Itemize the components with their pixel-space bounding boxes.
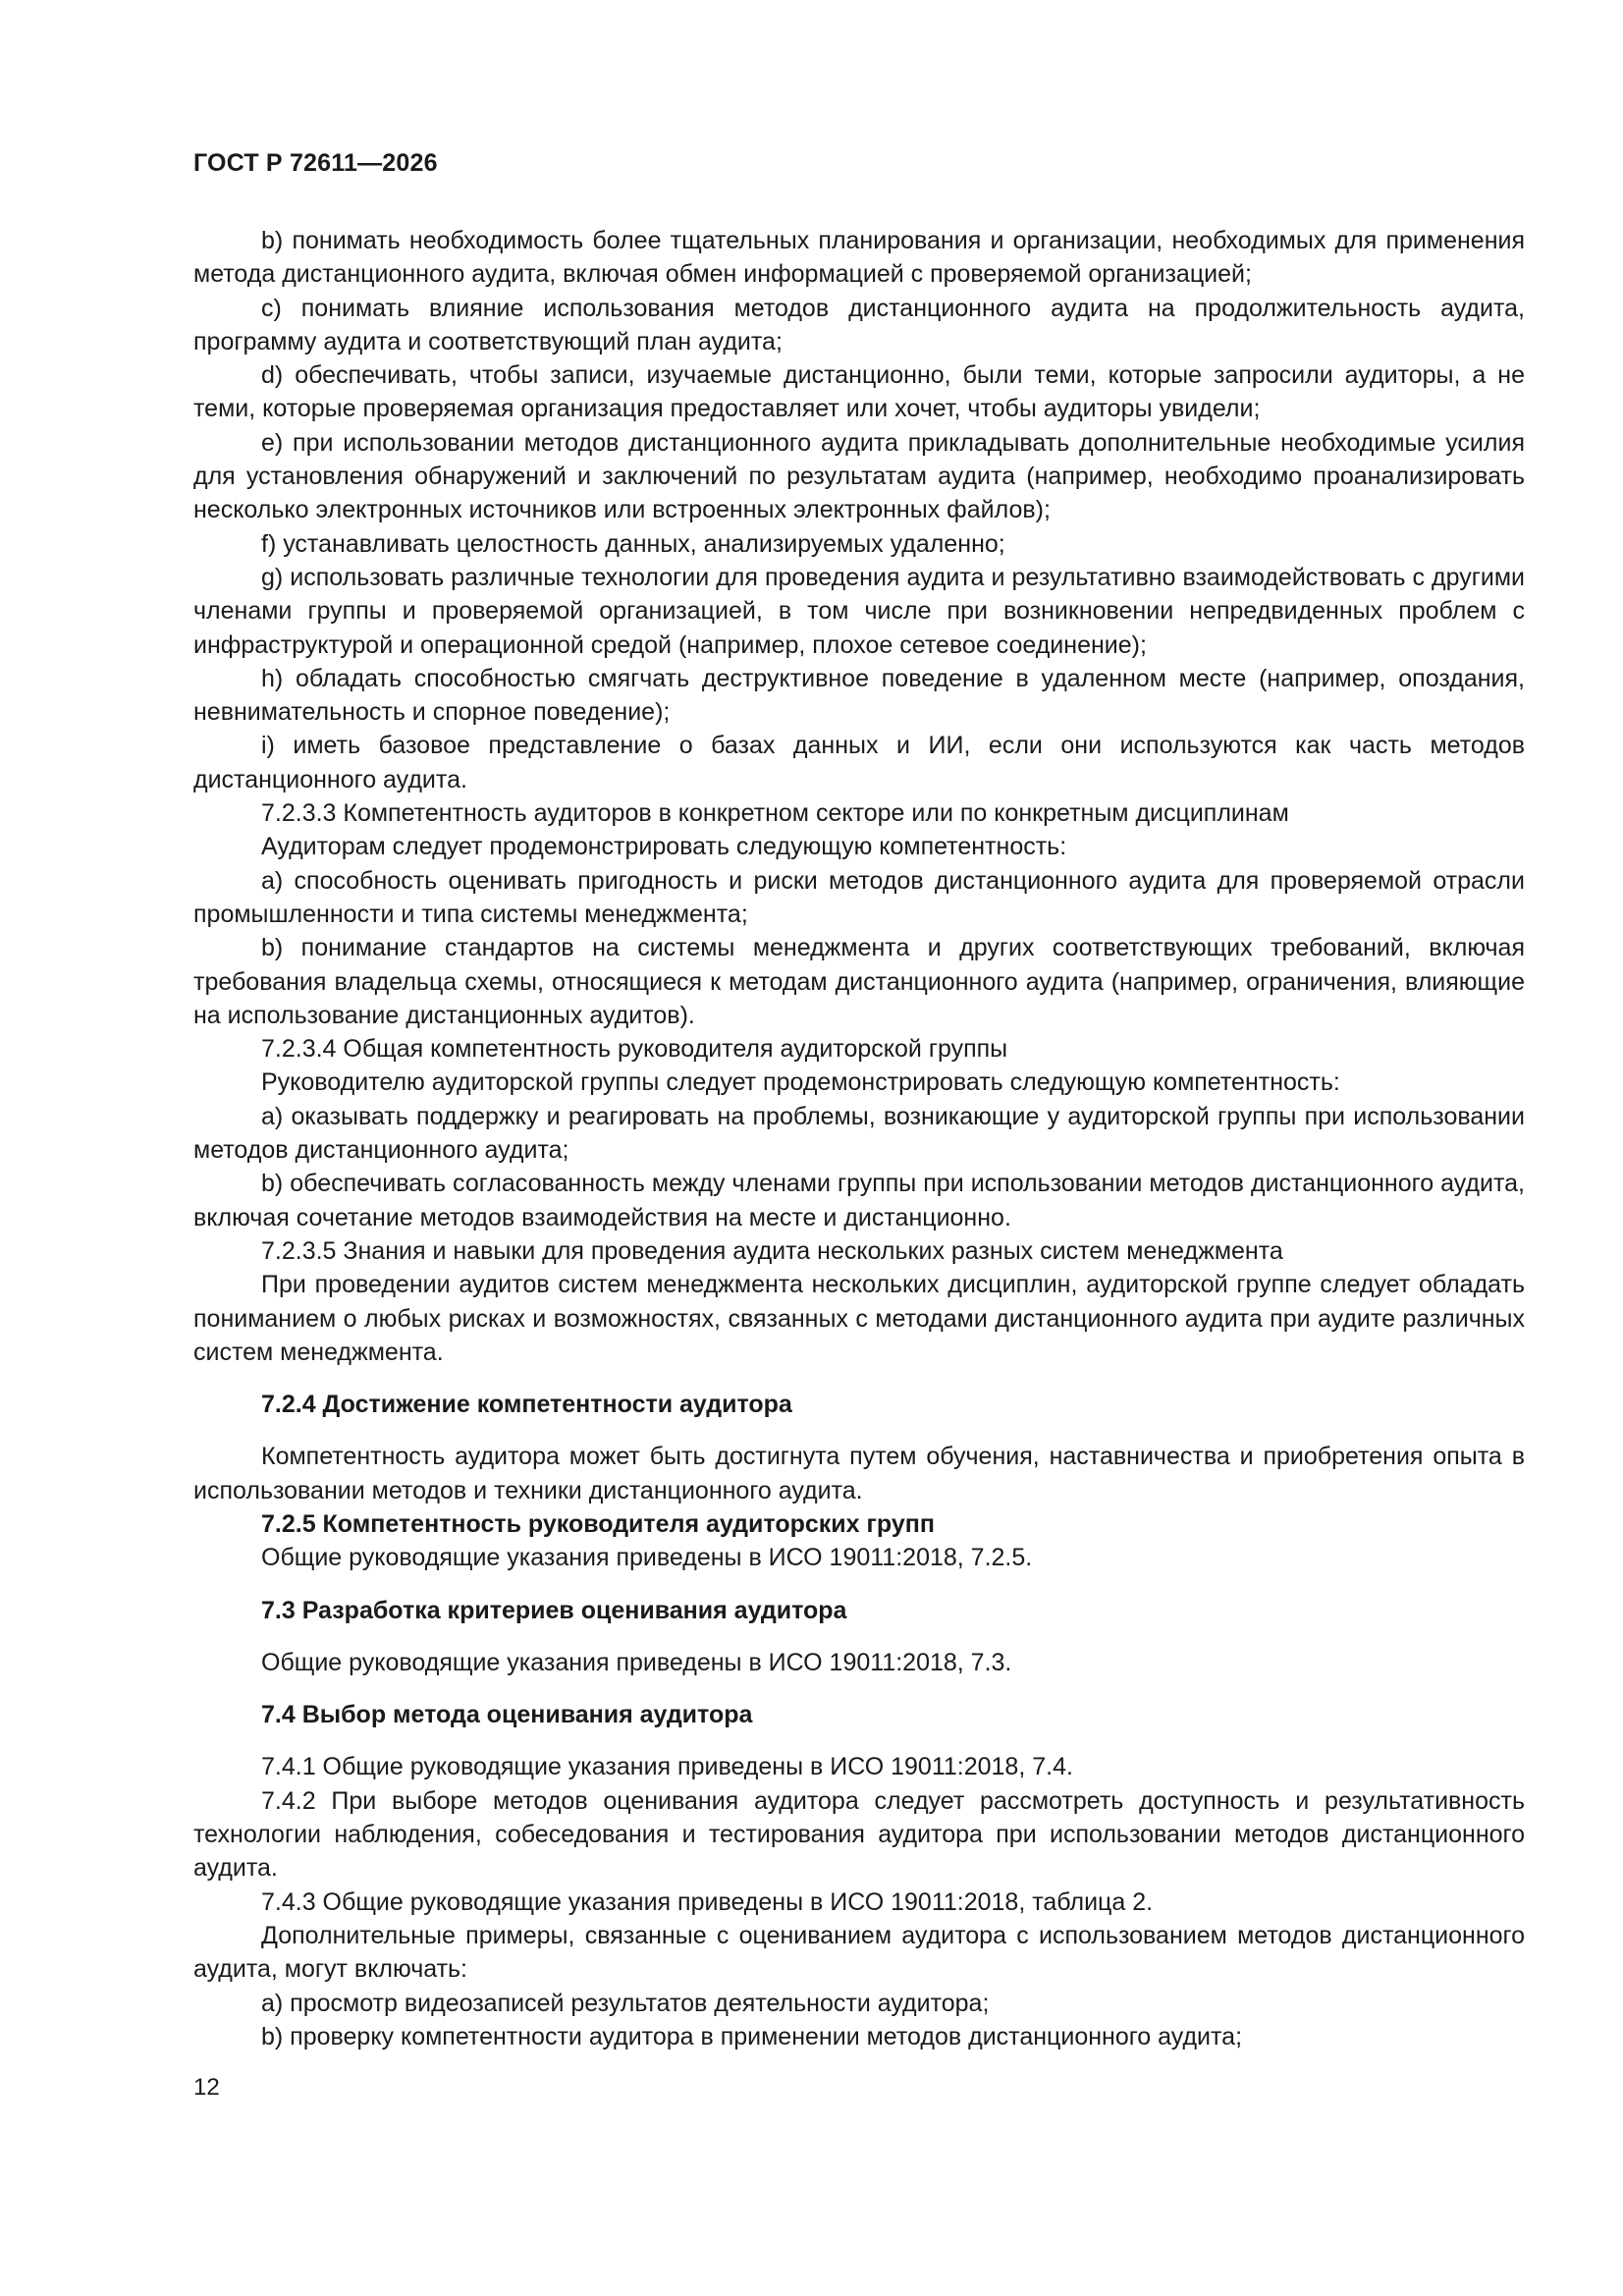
section-heading: 7.2.4 Достижение компетентности аудитора [261,1391,792,1419]
list-item: e) при использовании методов дистанционного аудита прикладывать дополнительные необходимые усилия для установления обнаружений и заключений по результатам аудита (например, необходимо проанализировать несколько электронных источников или встроенных электронных файлов); [193,428,1525,524]
paragraph: 7.4.3 Общие руководящие указания приведены в ИСО 19011:2018, таблица 2. [261,1887,1154,1916]
paragraph: Общие руководящие указания приведены в ИСО 19011:2018, 7.3. [261,1648,1012,1676]
section-heading: 7.2.5 Компетентность руководителя аудиторских групп [261,1509,935,1538]
list-item: b) проверку компетентности аудитора в применении методов дистанционного аудита; [261,2022,1243,2050]
list-item: b) понимать необходимость более тщательных планирования и организации, необходимых для применения метода дистанционного аудита, включая обмен информацией с проверяемой организацией; [193,227,1525,289]
clause-heading: 7.2.3.3 Компетентность аудиторов в конкретном секторе или по конкретным дисциплинам [261,799,1289,828]
list-item: d) обеспечивать, чтобы записи, изучаемые дистанционно, были теми, которые запросили аудиторы, а не теми, которые проверяемая организация предоставляет или хочет, чтобы аудиторы увидели; [193,361,1525,423]
section-heading: 7.3 Разработка критериев оценивания аудитора [261,1596,847,1624]
section-heading: 7.4 Выбор метода оценивания аудитора [261,1701,753,1729]
document-id-header: ГОСТ Р 72611—2026 [193,149,438,177]
list-item: a) просмотр видеозаписей результатов деятельности аудитора; [261,1989,990,2017]
list-item: c) понимать влияние использования методов дистанционного аудита на продолжительность аудита, программу аудита и соответствующий план аудита; [193,294,1525,355]
list-item: a) оказывать поддержку и реагировать на проблемы, возникающие у аудиторской группы при использовании методов дистанционного аудита; [193,1102,1525,1165]
list-item: g) использовать различные технологии для проведения аудита и результативно взаимодействовать с другими членами группы и проверяемой организацией, в том числе при возникновении непредвиденных проблем с инфраструктурой и операционной средой (например, плохое сетевое соединение); [193,563,1525,659]
paragraph: Компетентность аудитора может быть достигнута путем обучения, наставничества и приобретения опыта в использовании методов и техники дистанционного аудита. [193,1443,1525,1504]
paragraph: Аудиторам следует продемонстрировать следующую компетентность: [261,833,1067,861]
list-item: b) обеспечивать согласованность между членами группы при использовании методов дистанционного аудита, включая сочетание методов взаимодействия на месте и дистанционно. [193,1170,1525,1231]
paragraph: Руководителю аудиторской группы следует продемонстрировать следующую компетентность: [261,1068,1340,1097]
list-item: a) способность оценивать пригодность и риски методов дистанционного аудита для проверяемой отрасли промышленности и типа системы менеджмента; [193,866,1525,928]
document-body [193,224,1525,2053]
paragraph: Общие руководящие указания приведены в ИСО 19011:2018, 7.2.5. [261,1544,1033,1572]
paragraph: 7.4.2 При выборе методов оценивания аудитора следует рассмотреть доступность и результативность технологии наблюдения, собеседования и тестирования аудитора при использовании методов дистанционного аудита. [193,1786,1525,1883]
page-number: 12 [193,2074,220,2101]
paragraph: Дополнительные примеры, связанные с оцениванием аудитора с использованием методов дистанционного аудита, могут включать: [193,1921,1525,1984]
list-item: f) устанавливать целостность данных, анализируемых удаленно; [261,529,1005,558]
paragraph: При проведении аудитов систем менеджмента нескольких дисциплин, аудиторской группе следует обладать пониманием о любых рисках и возможностях, связанных с методами дистанционного аудита при аудите различных систем менеджмента. [193,1271,1525,1366]
list-item: b) понимание стандартов на системы менеджмента и других соответствующих требований, включая требования владельца схемы, относящиеся к методам дистанционного аудита (например, ограничения, влияющие на использование дистанционных аудитов). [193,934,1525,1029]
clause-heading: 7.2.3.4 Общая компетентность руководителя аудиторской группы [261,1035,1008,1064]
list-item: h) обладать способностью смягчать деструктивное поведение в удаленном месте (например, опоздания, невнимательность и спорное поведение); [193,664,1525,727]
clause-heading: 7.2.3.5 Знания и навыки для проведения аудита нескольких разных систем менеджмента [261,1236,1283,1265]
list-item: i) иметь базовое представление о базах данных и ИИ, если они используются как часть методов дистанционного аудита. [193,732,1525,793]
paragraph: 7.4.1 Общие руководящие указания приведены в ИСО 19011:2018, 7.4. [261,1753,1073,1781]
